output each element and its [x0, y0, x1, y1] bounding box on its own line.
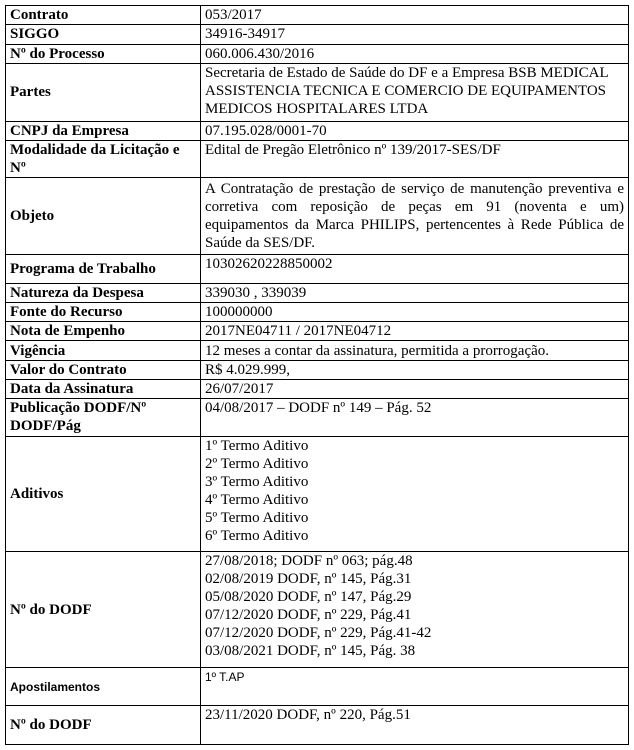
- aditivo-item: 1º Termo Aditivo: [205, 437, 309, 454]
- row-natureza: [6, 283, 629, 302]
- value-contrato: 053/2017: [201, 6, 629, 25]
- row-fonte: [6, 302, 629, 321]
- aditivo-item: 2º Termo Aditivo: [205, 455, 309, 472]
- value-processo: 060.006.430/2016: [201, 44, 629, 63]
- value-siggo: 34916-34917: [201, 25, 629, 44]
- label-dodf-apostilamentos: Nº do DODF: [6, 706, 201, 745]
- value-empenho: 2017NE04711 / 2017NE04712: [201, 322, 629, 341]
- aditivo-item: 4º Termo Aditivo: [205, 491, 309, 508]
- row-processo: [6, 44, 629, 63]
- row-valor: [6, 360, 629, 379]
- aditivo-item: 3º Termo Aditivo: [205, 473, 309, 490]
- row-apostilamentos: [6, 667, 629, 706]
- value-partes: Secretaria de Estado de Saúde do DF e a Empresa BSB MEDICAL ASSISTENCIA TECNICA E COMERCIO DE EQUIPAMENTOS MEDICOS HOSPITALARES LTDA: [201, 63, 629, 121]
- label-cnpj: CNPJ da Empresa: [6, 121, 201, 140]
- row-publicacao: [6, 399, 629, 437]
- row-modalidade: [6, 140, 629, 178]
- label-processo: Nº do Processo: [6, 44, 201, 63]
- value-objeto: A Contratação de prestação de serviço de manutenção preventiva e corretiva com reposição de peças em 91 (noventa e um) equipamentos da Marca PHILIPS, pertencentes à Rede Pública de Saúde da SES/DF.: [201, 178, 629, 255]
- label-objeto: Objeto: [6, 178, 201, 255]
- label-valor: Valor do Contrato: [6, 360, 201, 379]
- dodf-item: 07/12/2020 DODF, nº 229, Pág.41-42: [205, 625, 432, 642]
- value-natureza: 339030 , 339039: [201, 283, 629, 302]
- row-objeto: [6, 178, 629, 255]
- contract-info-table: [5, 5, 629, 745]
- value-dodf-aditivos: [201, 552, 629, 668]
- aditivo-item: 6º Termo Aditivo: [205, 527, 309, 544]
- label-modalidade: Modalidade da Licitação e Nº: [6, 140, 201, 178]
- value-dodf-apostilamentos: 23/11/2020 DODF, nº 220, Pág.51: [201, 706, 629, 745]
- value-valor: R$ 4.029.999,: [201, 360, 629, 379]
- dodf-item: 03/08/2021 DODF, nº 145, Pág. 38: [205, 643, 416, 660]
- label-dodf-aditivos: Nº do DODF: [6, 552, 201, 668]
- label-partes: Partes: [6, 63, 201, 121]
- aditivo-item: 5º Termo Aditivo: [205, 509, 309, 526]
- row-cnpj: [6, 121, 629, 140]
- value-modalidade: Edital de Pregão Eletrônico nº 139/2017-SES/DF: [201, 140, 629, 178]
- value-aditivos: [201, 436, 629, 552]
- value-publicacao: 04/08/2017 – DODF nº 149 – Pág. 52: [201, 399, 629, 437]
- value-vigencia: 12 meses a contar da assinatura, permitida a prorrogação.: [201, 341, 629, 360]
- value-programa: 10302620228850002: [201, 255, 629, 283]
- row-contrato: [6, 6, 629, 25]
- label-programa: Programa de Trabalho: [6, 255, 201, 283]
- label-publicacao: Publicação DODF/Nº DODF/Pág: [6, 399, 201, 437]
- label-natureza: Natureza da Despesa: [6, 283, 201, 302]
- dodf-item: 02/08/2019 DODF, nº 145, Pág.31: [205, 571, 412, 588]
- label-siggo: SIGGO: [6, 25, 201, 44]
- row-partes: [6, 63, 629, 121]
- label-contrato: Contrato: [6, 6, 201, 25]
- dodf-item: 07/12/2020 DODF, nº 229, Pág.41: [205, 607, 412, 624]
- row-siggo: [6, 25, 629, 44]
- dodf-item: 05/08/2020 DODF, nº 147, Pág.29: [205, 589, 412, 606]
- label-data-assinatura: Data da Assinatura: [6, 379, 201, 398]
- row-programa: [6, 255, 629, 283]
- row-empenho: [6, 322, 629, 341]
- value-apostilamentos: 1º T.AP: [201, 667, 629, 706]
- value-fonte: 100000000: [201, 302, 629, 321]
- label-aditivos: Aditivos: [6, 436, 201, 552]
- row-data-assinatura: [6, 379, 629, 398]
- dodf-item: 27/08/2018; DODF nº 063; pág.48: [205, 553, 413, 570]
- label-fonte: Fonte do Recurso: [6, 302, 201, 321]
- row-aditivos: [6, 436, 629, 552]
- label-apostilamentos: Apostilamentos: [6, 667, 201, 706]
- value-cnpj: 07.195.028/0001-70: [201, 121, 629, 140]
- value-data-assinatura: 26/07/2017: [201, 379, 629, 398]
- label-empenho: Nota de Empenho: [6, 322, 201, 341]
- row-dodf-apostilamentos: [6, 706, 629, 745]
- row-dodf-aditivos: [6, 552, 629, 668]
- label-vigencia: Vigência: [6, 341, 201, 360]
- row-vigencia: [6, 341, 629, 360]
